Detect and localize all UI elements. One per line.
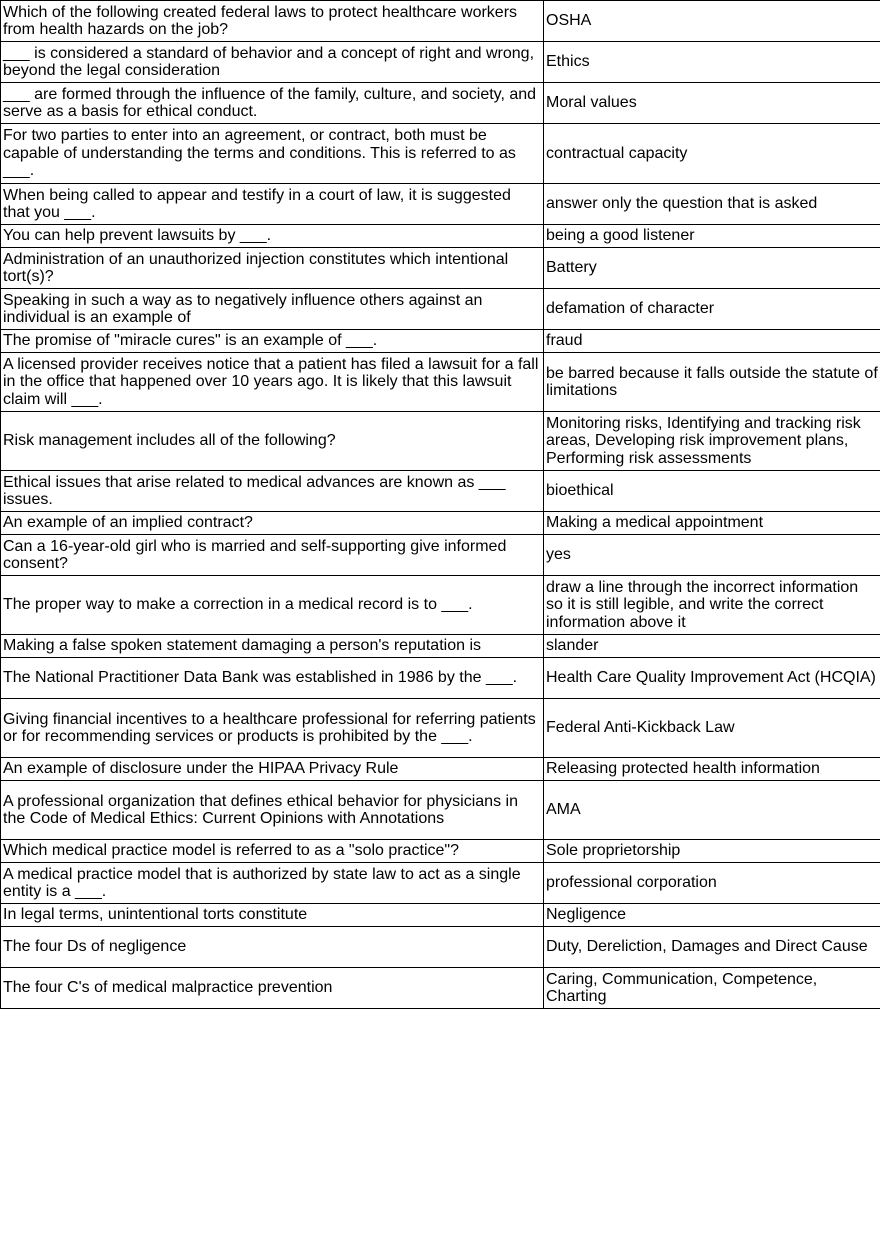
answer-cell: slander [544,635,880,658]
answer-cell: Federal Anti-Kickback Law [544,699,880,758]
answer-cell: bioethical [544,471,880,512]
table-row [1,225,880,248]
answer-cell: Moral values [544,83,880,124]
question-cell: A licensed provider receives notice that a patient has filed a lawsuit for a fall in the office that happened over 10 years ago. It is likely that this lawsuit claim will ___. [1,353,544,412]
question-cell: A medical practice model that is authorized by state law to act as a single entity is a ___. [1,863,544,904]
table-row [1,83,880,124]
table-row [1,330,880,353]
answer-cell: Releasing protected health information [544,758,880,781]
answer-cell: answer only the question that is asked [544,184,880,225]
table-row [1,927,880,968]
answer-cell: be barred because it falls outside the statute of limitations [544,353,880,412]
answer-cell: AMA [544,781,880,840]
question-cell: An example of an implied contract? [1,512,544,535]
table-row [1,863,880,904]
question-cell: Which of the following created federal laws to protect healthcare workers from health hazards on the job? [1,1,544,42]
table-row [1,840,880,863]
answer-cell: fraud [544,330,880,353]
table-row [1,353,880,412]
answer-cell: Duty, Dereliction, Damages and Direct Cause [544,927,880,968]
question-cell: Administration of an unauthorized injection constitutes which intentional tort(s)? [1,248,544,289]
question-cell: A professional organization that defines ethical behavior for physicians in the Code of Medical Ethics: Current Opinions with Annotations [1,781,544,840]
answer-cell: Battery [544,248,880,289]
answer-cell: Ethics [544,42,880,83]
question-cell: ___ are formed through the influence of the family, culture, and society, and serve as a basis for ethical conduct. [1,83,544,124]
answer-cell: Making a medical appointment [544,512,880,535]
table-row [1,248,880,289]
question-cell: An example of disclosure under the HIPAA Privacy Rule [1,758,544,781]
answer-cell: draw a line through the incorrect information so it is still legible, and write the correct information above it [544,576,880,635]
question-cell: Making a false spoken statement damaging a person's reputation is [1,635,544,658]
answer-cell: being a good listener [544,225,880,248]
table-row [1,471,880,512]
question-cell: Speaking in such a way as to negatively influence others against an individual is an example of [1,289,544,330]
question-cell: You can help prevent lawsuits by ___. [1,225,544,248]
table-row [1,968,880,1009]
table-row [1,412,880,471]
question-cell: Which medical practice model is referred to as a "solo practice"? [1,840,544,863]
table-row [1,658,880,699]
question-cell: The four C's of medical malpractice prevention [1,968,544,1009]
answer-cell: professional corporation [544,863,880,904]
question-cell: Giving financial incentives to a healthcare professional for referring patients or for recommending services or products is prohibited by the ___. [1,699,544,758]
table-row [1,1,880,42]
table-row [1,576,880,635]
table-row [1,42,880,83]
table-body [1,1,880,1009]
table-row [1,699,880,758]
question-cell: For two parties to enter into an agreement, or contract, both must be capable of understanding the terms and conditions. This is referred to as ___. [1,124,544,184]
question-cell: When being called to appear and testify in a court of law, it is suggested that you ___. [1,184,544,225]
question-cell: ___ is considered a standard of behavior and a concept of right and wrong, beyond the legal consideration [1,42,544,83]
question-cell: Can a 16-year-old girl who is married and self-supporting give informed consent? [1,535,544,576]
question-cell: In legal terms, unintentional torts constitute [1,904,544,927]
table-row [1,512,880,535]
table-row [1,904,880,927]
answer-cell: Health Care Quality Improvement Act (HCQIA) [544,658,880,699]
question-cell: The proper way to make a correction in a medical record is to ___. [1,576,544,635]
question-cell: Ethical issues that arise related to medical advances are known as ___ issues. [1,471,544,512]
table-row [1,289,880,330]
question-cell: Risk management includes all of the following? [1,412,544,471]
answer-cell: defamation of character [544,289,880,330]
question-cell: The National Practitioner Data Bank was established in 1986 by the ___. [1,658,544,699]
answer-cell: Monitoring risks, Identifying and tracking risk areas, Developing risk improvement plans, Performing risk assessments [544,412,880,471]
answer-cell: yes [544,535,880,576]
table-row [1,781,880,840]
table-row [1,535,880,576]
question-cell: The four Ds of negligence [1,927,544,968]
table-row [1,124,880,184]
answer-cell: Caring, Communication, Competence, Charting [544,968,880,1009]
answer-cell: OSHA [544,1,880,42]
question-cell: The promise of "miracle cures" is an example of ___. [1,330,544,353]
answer-cell: Sole proprietorship [544,840,880,863]
answer-cell: contractual capacity [544,124,880,184]
table-row [1,758,880,781]
table-row [1,184,880,225]
answer-cell: Negligence [544,904,880,927]
table-row [1,635,880,658]
